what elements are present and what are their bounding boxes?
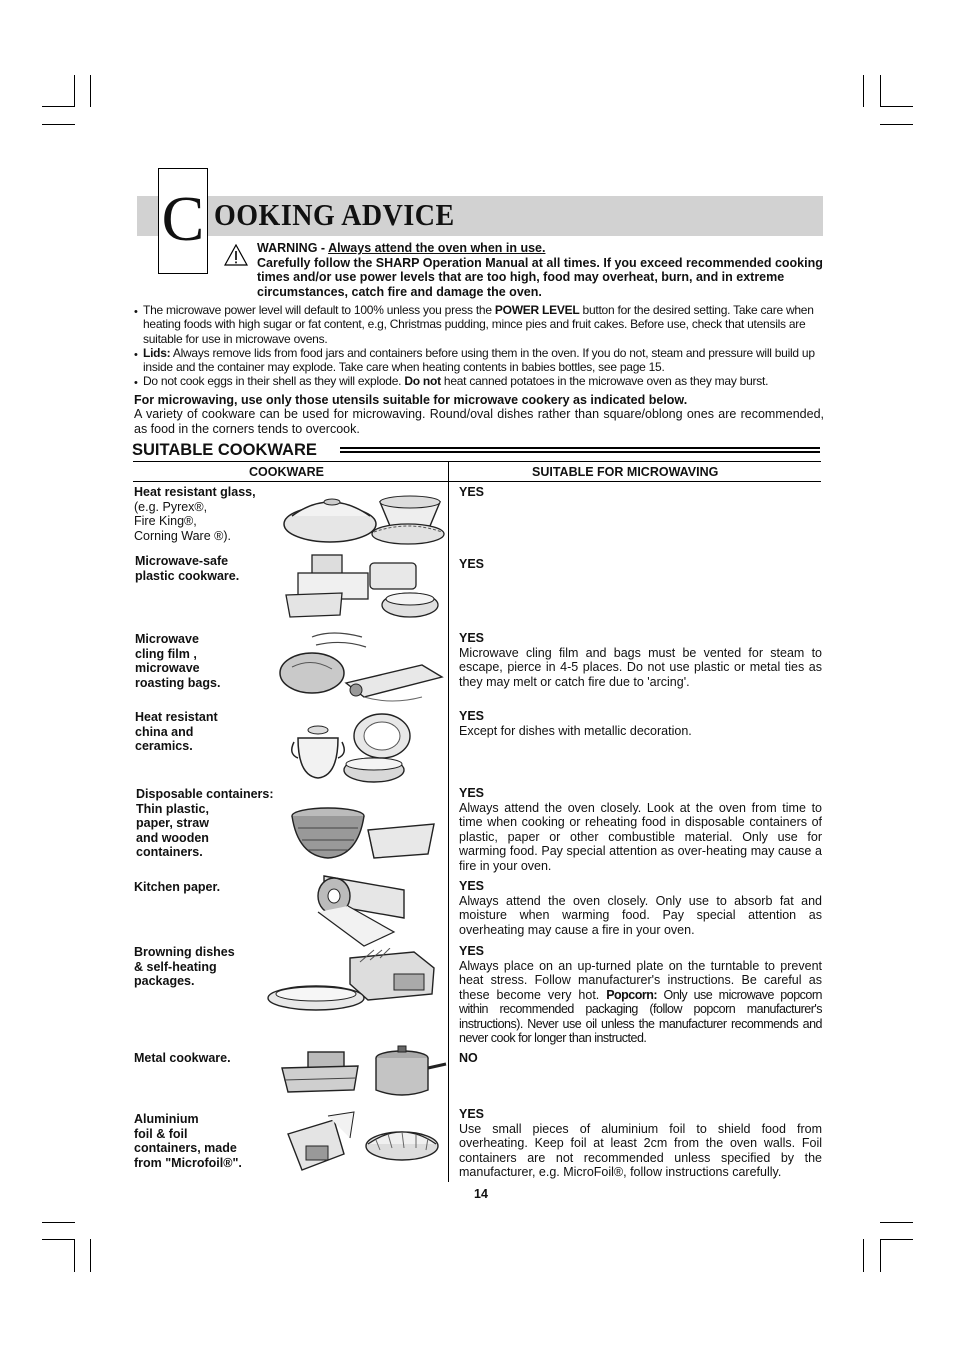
cling-film-illustration (272, 627, 448, 707)
row-verdict: YES (459, 1107, 485, 1121)
row-label-bold: Heat resistant china and ceramics. (135, 710, 218, 753)
crop-mark (880, 106, 913, 107)
bullet-text: heat canned potatoes in the microwave oven as they may burst. (440, 374, 769, 389)
row-verdict: YES (459, 786, 485, 800)
row-desc (459, 786, 822, 873)
row-desc-text: Always place on an up-turned plate on the turntable to prevent heat stress. Follow manufacturer's instructions. Be careful as these become very hot. (459, 958, 822, 1002)
row-desc (459, 944, 822, 1046)
section-rule (340, 447, 820, 453)
crop-mark (880, 124, 913, 125)
crop-mark (42, 1239, 75, 1240)
browning-dishes-illustration (264, 948, 448, 1014)
row-label-bold: Heat resistant glass, (134, 485, 256, 499)
row-desc (459, 1051, 822, 1066)
row-desc (459, 1107, 822, 1180)
row-verdict: YES (459, 879, 485, 893)
row-label-bold: Microwave cling film , microwave roasting bags. (135, 632, 221, 690)
aluminium-foil-illustration (284, 1110, 442, 1182)
crop-mark (42, 1222, 75, 1223)
row-desc-text: Always attend the oven closely. Look at the oven from time to time when cooking or reheating food in disposable containers of plastic, paper or other combustible material. Only use for warming food. Pay special attention as over-heating may cause a fire in your oven. (459, 800, 822, 873)
row-label-plain: (e.g. Pyrex®, Fire King®, Corning Ware ®). (134, 499, 231, 543)
row-label (135, 710, 290, 754)
crop-mark (74, 1239, 75, 1272)
warning-icon (224, 244, 248, 266)
bullet-lead: Lids: (143, 345, 171, 360)
crop-mark (42, 106, 75, 107)
row-label-bold: Browning dishes & self-heating packages. (134, 945, 235, 988)
row-verdict: YES (459, 709, 485, 723)
disposable-containers-illustration (288, 800, 438, 864)
row-label-bold: Metal cookware. (134, 1051, 231, 1065)
row-label (135, 632, 290, 690)
metal-cookware-illustration (278, 1042, 448, 1102)
bullet-text: The microwave power level will default to 100% unless you press the (143, 303, 495, 317)
row-desc-text: Microwave cling film and bags must be vented for steam to escape, pierce in 4-5 places. Do not use plastic or metal ties as they may melt or catch fire due to 'arcing'. (459, 645, 822, 689)
intro-text (134, 393, 824, 436)
row-desc-text: Only use microwave popcorn within recommended packaging (follow popcorn manufacturer's instructions). Never use oil unless the manufacturer recommends and never cook for longer than instructed. (459, 987, 822, 1045)
kitchen-paper-illustration (304, 872, 414, 950)
row-desc (459, 631, 822, 689)
row-verdict: YES (459, 557, 485, 571)
row-desc (459, 879, 822, 937)
crop-mark (880, 1222, 913, 1223)
row-verdict: YES (459, 485, 485, 499)
bullet-text: button for the desired setting. Take care when heating foods with high sugar or fat content, e.g, Christmas pudding, mince pies and fruit cakes. Before use, check that utensils are suitable for use in microwave ovens. (143, 303, 814, 346)
warning-block (257, 241, 824, 299)
row-label (136, 787, 291, 860)
crop-mark (880, 1239, 881, 1272)
chapter-initial: C (158, 168, 208, 274)
bullet-item (134, 374, 824, 388)
row-desc-text: Except for dishes with metallic decoration. (459, 723, 692, 738)
plastic-cookware-illustration (282, 549, 442, 625)
row-label-bold: Disposable containers: Thin plastic, paper, straw and wooden containers. (136, 787, 274, 859)
crop-mark (90, 1239, 91, 1272)
row-label (134, 485, 289, 543)
page-number: 14 (474, 1187, 488, 1201)
crop-mark (880, 75, 881, 107)
row-desc (459, 485, 822, 500)
row-verdict: NO (459, 1051, 478, 1065)
column-header-suitable: SUITABLE FOR MICROWAVING (532, 465, 719, 479)
bullet-bold: Do not (404, 374, 441, 389)
row-desc-text: Always attend the oven closely. Only use to absorb fat and moisture when warming food. Pay special attention as overheating may cause a fire in your oven. (459, 893, 822, 937)
bullet-item (134, 303, 824, 346)
row-desc (459, 557, 822, 572)
warning-prefix: WARNING - (257, 241, 329, 255)
glass-dishes-illustration (280, 486, 448, 548)
page-title: OOKING ADVICE (214, 199, 455, 233)
row-label (135, 554, 290, 583)
intro-line: A variety of cookware can be used for microwaving. Round/oval dishes rather than square/oblong ones are recommended, as food in the corners tends to overcook. (134, 407, 824, 436)
row-label (134, 1112, 289, 1170)
row-desc-text: Use small pieces of aluminium foil to shield food from overheating. Keep foil at least 2cm from the oven walls. Foil containers are not recommended unless specified by the manufacturer, e.g. MicroFoil®, follow instructions carefully. (459, 1121, 822, 1179)
row-verdict: YES (459, 944, 485, 958)
crop-mark (863, 1239, 864, 1272)
bullet-bold: POWER LEVEL (494, 303, 580, 317)
crop-mark (880, 1239, 913, 1240)
row-label (134, 880, 289, 895)
bullet-text: Do not cook eggs in their shell as they will explode. (143, 374, 405, 389)
crop-mark (74, 75, 75, 107)
bullet-item (134, 346, 824, 375)
row-verdict: YES (459, 631, 485, 645)
row-label-bold: Microwave-safe plastic cookware. (135, 554, 240, 583)
column-header-cookware: COOKWARE (249, 465, 324, 479)
warning-headline: Always attend the oven when in use. (328, 241, 546, 255)
section-title: SUITABLE COOKWARE (132, 441, 317, 459)
row-label-bold: Kitchen paper. (134, 880, 221, 894)
warning-body: Carefully follow the SHARP Operation Manual at all times. If you exceed recommended cooking times and/or use power levels that are too high, food may overheat, burn, and in extreme circumstances, catch fire and damage the oven. (257, 255, 823, 299)
intro-bold-line: For microwaving, use only those utensils suitable for microwave cookery as indicated below. (134, 393, 688, 407)
crop-mark (42, 124, 75, 125)
row-label (134, 1051, 289, 1066)
bullet-text: Always remove lids from food jars and containers before using them in the oven. If you do not, steam and pressure will build up inside and the container may explode. Take care when heating contents in babies bottles, see page 15. (143, 345, 815, 375)
popcorn-label: Popcorn: (606, 987, 658, 1002)
column-divider (448, 462, 449, 1182)
bullet-list (134, 303, 824, 389)
row-desc (459, 709, 822, 738)
crop-mark (90, 75, 91, 107)
crop-mark (863, 75, 864, 107)
row-label-bold: Aluminium foil & foil containers, made from "Microfoil®". (134, 1112, 242, 1170)
table-rule (133, 481, 821, 482)
china-ceramics-illustration (288, 710, 418, 786)
table-rule (133, 461, 821, 462)
